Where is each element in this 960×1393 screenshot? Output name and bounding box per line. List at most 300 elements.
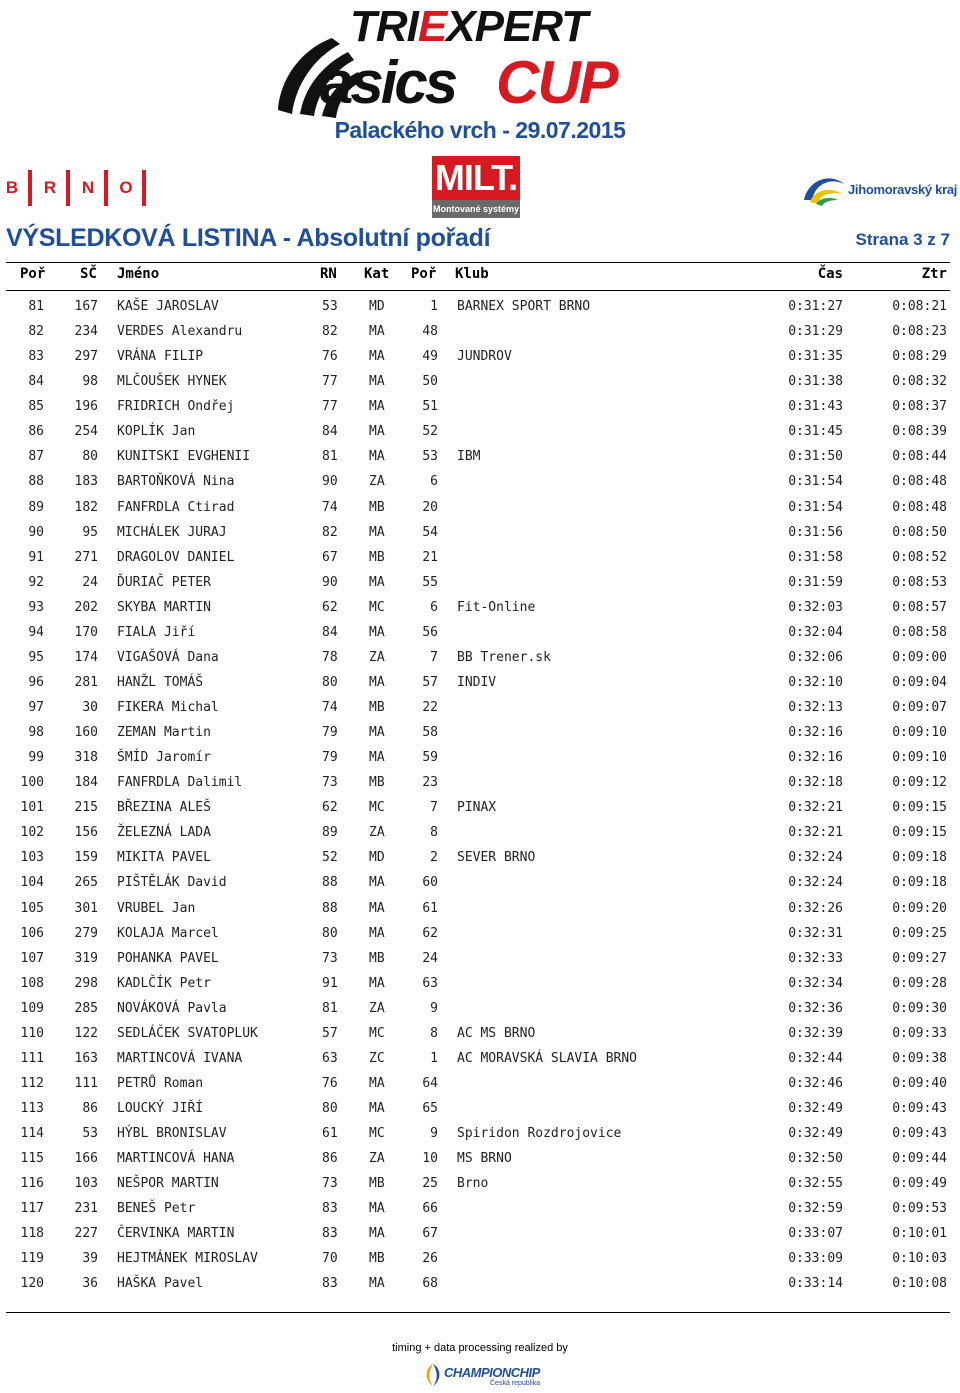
cell-category: MA bbox=[369, 624, 385, 640]
table-row bbox=[0, 346, 960, 371]
cell-gap: 0:09:10 bbox=[892, 750, 947, 766]
cell-category: MA bbox=[369, 900, 385, 916]
cell-bib: 167 bbox=[74, 299, 98, 314]
cell-gap: 0:08:44 bbox=[892, 449, 947, 465]
cell-gap: 0:08:29 bbox=[892, 349, 947, 365]
cell-category-rank: 8 bbox=[430, 1025, 438, 1041]
cell-rank: 98 bbox=[28, 725, 44, 741]
cell-time: 0:32:16 bbox=[788, 750, 843, 766]
cell-time: 0:33:09 bbox=[788, 1251, 843, 1267]
cell-name: HANŽL TOMÁŠ bbox=[117, 674, 204, 690]
col-header-name: Jméno bbox=[117, 266, 160, 282]
cell-name: ĎURIAČ PETER bbox=[117, 574, 211, 590]
cell-rank: 103 bbox=[20, 850, 44, 866]
cell-time: 0:32:24 bbox=[788, 850, 843, 866]
cell-name: KOPLÍK Jan bbox=[117, 424, 196, 440]
cell-time: 0:32:24 bbox=[788, 875, 843, 891]
cell-gap: 0:09:25 bbox=[892, 925, 947, 941]
cell-year: 73 bbox=[322, 950, 338, 966]
table-row bbox=[0, 822, 960, 847]
cell-name: MICHÁLEK JURAJ bbox=[117, 524, 227, 540]
cell-category-rank: 49 bbox=[422, 349, 438, 365]
cell-bib: 174 bbox=[74, 649, 98, 665]
cell-name: HÝBL BRONISLAV bbox=[117, 1126, 227, 1142]
cell-bib: 231 bbox=[74, 1201, 98, 1217]
table-row bbox=[0, 396, 960, 421]
cell-category: MA bbox=[369, 349, 385, 365]
cell-gap: 0:08:32 bbox=[892, 374, 947, 390]
cell-category: MA bbox=[369, 424, 385, 440]
cell-name: KUNITSKI EVGHENII bbox=[117, 449, 251, 465]
cell-club: IBM bbox=[457, 449, 481, 465]
cell-bib: 265 bbox=[74, 875, 98, 891]
cell-time: 0:32:49 bbox=[788, 1126, 843, 1142]
col-header-gap: Ztr bbox=[921, 266, 947, 282]
table-row bbox=[0, 898, 960, 923]
cell-name: ČERVINKA MARTIN bbox=[117, 1226, 235, 1242]
cell-name: MLČOUŠEK HYNEK bbox=[117, 374, 227, 390]
cell-time: 0:31:58 bbox=[788, 549, 843, 565]
cell-year: 67 bbox=[322, 549, 338, 565]
cell-year: 62 bbox=[322, 599, 338, 615]
cell-time: 0:32:16 bbox=[788, 725, 843, 741]
cell-category: MC bbox=[369, 800, 385, 816]
cell-rank: 110 bbox=[20, 1025, 44, 1041]
col-header-category-rank: Poř bbox=[411, 266, 437, 282]
cell-bib: 86 bbox=[82, 1101, 98, 1116]
table-row bbox=[0, 847, 960, 872]
cell-year: 84 bbox=[322, 624, 338, 640]
cell-name: VRUBEL Jan bbox=[117, 900, 196, 916]
divider bbox=[6, 290, 950, 291]
table-row bbox=[0, 1223, 960, 1248]
table-row bbox=[0, 722, 960, 747]
milt-logo bbox=[432, 156, 520, 218]
cell-bib: 184 bbox=[74, 775, 98, 791]
cell-gap: 0:09:00 bbox=[892, 649, 947, 665]
cell-gap: 0:09:43 bbox=[892, 1126, 947, 1142]
cell-club: Brno bbox=[457, 1176, 489, 1192]
cell-category: ZC bbox=[369, 1050, 385, 1066]
cell-category-rank: 53 bbox=[422, 449, 438, 465]
cell-rank: 106 bbox=[20, 925, 44, 941]
table-row bbox=[0, 572, 960, 597]
page-indicator: Strana 3 z 7 bbox=[855, 230, 950, 249]
cell-time: 0:32:26 bbox=[788, 900, 843, 916]
brno-letter: B bbox=[5, 178, 19, 197]
cell-time: 0:32:13 bbox=[788, 700, 843, 715]
cell-name: SEDLÁČEK SVATOPLUK bbox=[117, 1025, 258, 1041]
cell-gap: 0:08:58 bbox=[892, 624, 947, 640]
cell-rank: 82 bbox=[28, 324, 44, 340]
cell-year: 73 bbox=[322, 1176, 338, 1192]
col-header-club: Klub bbox=[455, 266, 489, 282]
table-row bbox=[0, 446, 960, 471]
cell-category-rank: 21 bbox=[422, 549, 438, 565]
cell-year: 80 bbox=[322, 1101, 338, 1116]
cell-category-rank: 23 bbox=[422, 775, 438, 791]
cell-bib: 103 bbox=[74, 1176, 98, 1192]
cell-category-rank: 52 bbox=[422, 424, 438, 440]
cell-year: 79 bbox=[322, 750, 338, 766]
cell-category-rank: 7 bbox=[430, 649, 438, 665]
cell-category-rank: 48 bbox=[422, 324, 438, 340]
cell-time: 0:31:56 bbox=[788, 524, 843, 540]
cell-year: 89 bbox=[322, 825, 338, 841]
cell-year: 76 bbox=[322, 1075, 338, 1091]
cell-gap: 0:08:52 bbox=[892, 549, 947, 565]
cell-rank: 117 bbox=[20, 1201, 44, 1217]
cell-club: AC MORAVSKÁ SLAVIA BRNO bbox=[457, 1050, 638, 1066]
cell-gap: 0:09:15 bbox=[892, 800, 947, 816]
cell-name: VERDES Alexandru bbox=[117, 324, 243, 340]
cell-bib: 183 bbox=[74, 474, 98, 490]
cell-bib: 98 bbox=[82, 374, 98, 390]
cell-bib: 156 bbox=[74, 825, 98, 841]
cell-category: MA bbox=[369, 449, 385, 465]
cell-club: SEVER BRNO bbox=[457, 850, 536, 866]
table-row bbox=[0, 1073, 960, 1098]
cell-time: 0:32:36 bbox=[788, 1000, 843, 1016]
cell-bib: 298 bbox=[74, 975, 98, 991]
cell-category-rank: 66 bbox=[422, 1201, 438, 1217]
milt-subtitle: Montované systémy bbox=[432, 200, 520, 218]
cell-bib: 39 bbox=[82, 1251, 98, 1267]
cell-gap: 0:08:21 bbox=[892, 299, 947, 314]
cell-category: MD bbox=[369, 850, 385, 866]
cell-time: 0:31:59 bbox=[788, 574, 843, 590]
cell-category-rank: 8 bbox=[430, 825, 438, 841]
cell-gap: 0:09:15 bbox=[892, 825, 947, 841]
cell-rank: 104 bbox=[20, 875, 44, 891]
cell-year: 79 bbox=[322, 725, 338, 741]
cell-category: ZA bbox=[369, 1151, 385, 1167]
cell-club: BB Trener.sk bbox=[457, 649, 551, 665]
cell-year: 77 bbox=[322, 374, 338, 390]
cell-rank: 120 bbox=[20, 1276, 44, 1292]
table-row bbox=[0, 1148, 960, 1173]
cell-category: MA bbox=[369, 1101, 385, 1116]
cell-gap: 0:08:23 bbox=[892, 324, 947, 340]
cell-category-rank: 65 bbox=[422, 1101, 438, 1116]
cell-category: MA bbox=[369, 725, 385, 741]
cell-bib: 319 bbox=[74, 950, 98, 966]
table-row bbox=[0, 471, 960, 496]
event-title: Palackého vrch - 29.07.2015 bbox=[334, 117, 626, 143]
cell-bib: 234 bbox=[74, 324, 98, 340]
table-row bbox=[0, 296, 960, 321]
cell-bib: 163 bbox=[74, 1050, 98, 1066]
cell-name: BŘEZINA ALEŠ bbox=[117, 800, 211, 816]
cell-rank: 86 bbox=[28, 424, 44, 440]
cell-gap: 0:08:50 bbox=[892, 524, 947, 540]
cell-name: MARTINCOVÁ IVANA bbox=[117, 1050, 243, 1066]
table-row bbox=[0, 547, 960, 572]
cell-gap: 0:09:43 bbox=[892, 1101, 947, 1116]
cell-name: KOLAJA Marcel bbox=[117, 925, 219, 941]
cell-category: MA bbox=[369, 975, 385, 991]
cell-category-rank: 67 bbox=[422, 1226, 438, 1242]
cell-gap: 0:09:40 bbox=[892, 1075, 947, 1091]
cell-time: 0:32:04 bbox=[788, 624, 843, 640]
cell-category: MC bbox=[369, 1126, 385, 1142]
cell-time: 0:32:18 bbox=[788, 775, 843, 791]
cell-rank: 115 bbox=[20, 1151, 44, 1167]
cell-category-rank: 7 bbox=[430, 800, 438, 816]
cell-gap: 0:09:12 bbox=[892, 775, 947, 791]
table-row bbox=[0, 597, 960, 622]
table-row bbox=[0, 647, 960, 672]
cell-name: FANFRDLA Ctirad bbox=[117, 499, 235, 515]
cell-rank: 95 bbox=[28, 649, 44, 665]
cell-gap: 0:09:04 bbox=[892, 674, 947, 690]
cell-category: ZA bbox=[369, 649, 385, 665]
cell-category-rank: 61 bbox=[422, 900, 438, 916]
table-row bbox=[0, 747, 960, 772]
cell-bib: 159 bbox=[74, 850, 98, 866]
cell-rank: 94 bbox=[28, 624, 44, 640]
cell-bib: 271 bbox=[74, 549, 98, 565]
table-row bbox=[0, 697, 960, 722]
table-row bbox=[0, 672, 960, 697]
cell-time: 0:32:21 bbox=[788, 825, 843, 841]
cell-rank: 91 bbox=[28, 549, 44, 565]
cell-year: 91 bbox=[322, 975, 338, 991]
cell-rank: 93 bbox=[28, 599, 44, 615]
cell-rank: 96 bbox=[28, 674, 44, 690]
cell-year: 53 bbox=[322, 299, 338, 314]
cell-year: 83 bbox=[322, 1276, 338, 1292]
cell-year: 80 bbox=[322, 674, 338, 690]
divider bbox=[6, 1312, 950, 1313]
cell-gap: 0:09:18 bbox=[892, 875, 947, 891]
cell-name: ZEMAN Martin bbox=[117, 725, 211, 741]
cell-bib: 285 bbox=[74, 1000, 98, 1016]
table-row bbox=[0, 797, 960, 822]
cell-bib: 215 bbox=[74, 800, 98, 816]
cell-name: FIALA Jiří bbox=[117, 624, 196, 640]
table-row bbox=[0, 998, 960, 1023]
cell-bib: 182 bbox=[74, 499, 98, 515]
table-row bbox=[0, 522, 960, 547]
cell-category: ZA bbox=[369, 1000, 385, 1016]
cell-bib: 95 bbox=[82, 524, 98, 540]
cell-bib: 279 bbox=[74, 925, 98, 941]
cell-category-rank: 10 bbox=[422, 1151, 438, 1167]
table-row bbox=[0, 622, 960, 647]
table-row bbox=[0, 1173, 960, 1198]
cell-category-rank: 60 bbox=[422, 875, 438, 891]
cell-rank: 116 bbox=[20, 1176, 44, 1192]
cell-year: 90 bbox=[322, 474, 338, 490]
cell-bib: 36 bbox=[82, 1276, 98, 1292]
cell-bib: 318 bbox=[74, 750, 98, 766]
cell-category: MC bbox=[369, 1025, 385, 1041]
cell-year: 77 bbox=[322, 399, 338, 415]
cell-club: PINAX bbox=[457, 800, 497, 816]
cell-name: VIGAŠOVÁ Dana bbox=[117, 649, 219, 665]
col-header-rank: Poř bbox=[20, 266, 46, 282]
cell-bib: 227 bbox=[74, 1226, 98, 1242]
cell-time: 0:31:54 bbox=[788, 499, 843, 515]
cell-name: ŽELEZNÁ LADA bbox=[117, 825, 211, 841]
cell-category-rank: 51 bbox=[422, 399, 438, 415]
footer-note: timing + data processing realized by bbox=[392, 1342, 568, 1354]
kraj-label: Jihomoravský kraj bbox=[848, 182, 958, 197]
cell-time: 0:32:39 bbox=[788, 1025, 843, 1041]
cell-bib: 53 bbox=[82, 1126, 98, 1142]
brno-letter: O bbox=[119, 178, 133, 197]
cell-time: 0:32:59 bbox=[788, 1201, 843, 1217]
cell-rank: 99 bbox=[28, 750, 44, 766]
championchip-sub: Česká republika bbox=[490, 1380, 541, 1387]
cell-category: MC bbox=[369, 599, 385, 615]
logo-asics: asics bbox=[320, 49, 456, 116]
cell-rank: 97 bbox=[28, 700, 44, 715]
cell-name: MARTINCOVÁ HANA bbox=[117, 1151, 235, 1167]
cell-time: 0:32:55 bbox=[788, 1176, 843, 1192]
cell-gap: 0:08:57 bbox=[892, 599, 947, 615]
cell-time: 0:31:50 bbox=[788, 449, 843, 465]
cell-category: MB bbox=[369, 1251, 385, 1267]
cell-category: MA bbox=[369, 1276, 385, 1292]
cell-category-rank: 6 bbox=[430, 474, 438, 490]
table-row bbox=[0, 1198, 960, 1223]
cell-rank: 111 bbox=[20, 1050, 44, 1066]
cell-year: 86 bbox=[322, 1151, 338, 1167]
cell-category-rank: 9 bbox=[430, 1000, 438, 1016]
cell-category: MA bbox=[369, 399, 385, 415]
cell-category: MB bbox=[369, 700, 385, 715]
cell-gap: 0:09:28 bbox=[892, 975, 947, 991]
cell-bib: 202 bbox=[74, 599, 98, 615]
cell-category: MA bbox=[369, 750, 385, 766]
cell-name: HEJTMÁNEK MIROSLAV bbox=[117, 1251, 258, 1267]
cell-gap: 0:08:37 bbox=[892, 399, 947, 415]
cell-category-rank: 56 bbox=[422, 624, 438, 640]
table-row bbox=[0, 1023, 960, 1048]
cell-name: LOUCKÝ JIŘÍ bbox=[117, 1101, 204, 1116]
championchip-emblem-icon bbox=[422, 1362, 444, 1388]
logo-cup: CUP bbox=[496, 49, 617, 116]
cell-category-rank: 62 bbox=[422, 925, 438, 941]
cell-year: 70 bbox=[322, 1251, 338, 1267]
cell-year: 73 bbox=[322, 775, 338, 791]
cell-year: 90 bbox=[322, 574, 338, 590]
cell-bib: 301 bbox=[74, 900, 98, 916]
cell-category: MA bbox=[369, 1201, 385, 1217]
cell-gap: 0:09:30 bbox=[892, 1000, 947, 1016]
brno-letter: R bbox=[43, 178, 57, 197]
table-row bbox=[0, 1248, 960, 1273]
col-header-year: RN bbox=[320, 266, 337, 282]
cell-time: 0:32:46 bbox=[788, 1075, 843, 1091]
cell-rank: 105 bbox=[20, 900, 44, 916]
table-row bbox=[0, 321, 960, 346]
cell-name: KADLČÍK Petr bbox=[117, 975, 211, 991]
cell-gap: 0:10:01 bbox=[892, 1226, 947, 1242]
cell-year: 52 bbox=[322, 850, 338, 866]
cell-category-rank: 57 bbox=[422, 674, 438, 690]
cell-gap: 0:09:18 bbox=[892, 850, 947, 866]
cell-year: 81 bbox=[322, 449, 338, 465]
cell-rank: 87 bbox=[28, 449, 44, 465]
cell-name: HAŠKA Pavel bbox=[117, 1276, 204, 1292]
col-header-time: Čas bbox=[817, 266, 843, 282]
table-row bbox=[0, 1098, 960, 1123]
cell-rank: 114 bbox=[20, 1126, 44, 1142]
cell-name: BENEŠ Petr bbox=[117, 1201, 196, 1217]
table-header bbox=[0, 266, 960, 288]
table-row bbox=[0, 872, 960, 897]
cell-category: MA bbox=[369, 524, 385, 540]
cell-category-rank: 59 bbox=[422, 750, 438, 766]
table-row bbox=[0, 923, 960, 948]
cell-name: POHANKA PAVEL bbox=[117, 950, 219, 966]
cell-time: 0:31:35 bbox=[788, 349, 843, 365]
cell-time: 0:32:31 bbox=[788, 925, 843, 941]
cell-category-rank: 54 bbox=[422, 524, 438, 540]
cell-rank: 108 bbox=[20, 975, 44, 991]
cell-name: PIŠTĚLÁK David bbox=[117, 875, 227, 891]
cell-bib: 24 bbox=[82, 574, 98, 590]
cell-name: FRIDRICH Ondřej bbox=[117, 399, 235, 415]
cell-rank: 90 bbox=[28, 524, 44, 540]
cell-category-rank: 64 bbox=[422, 1075, 438, 1091]
cell-time: 0:32:44 bbox=[788, 1050, 843, 1066]
cell-time: 0:33:14 bbox=[788, 1276, 843, 1292]
page-title: VÝSLEDKOVÁ LISTINA - Absolutní pořadí bbox=[6, 224, 491, 252]
milt-brand: MILT. bbox=[432, 156, 520, 200]
cell-year: 84 bbox=[322, 424, 338, 440]
cell-category-rank: 6 bbox=[430, 599, 438, 615]
cell-club: BARNEX SPORT BRNO bbox=[457, 299, 591, 314]
cell-name: PETRŮ Roman bbox=[117, 1075, 204, 1091]
championchip-brand: CHAMPIONCHIP bbox=[444, 1365, 540, 1380]
cell-gap: 0:10:08 bbox=[892, 1276, 947, 1292]
cell-year: 63 bbox=[322, 1050, 338, 1066]
cell-gap: 0:09:44 bbox=[892, 1151, 947, 1167]
event-logo bbox=[268, 2, 688, 118]
cell-bib: 111 bbox=[74, 1075, 98, 1091]
cell-time: 0:32:03 bbox=[788, 599, 843, 615]
table-row bbox=[0, 1273, 960, 1298]
logo-triexpert: TRIEXPERT bbox=[350, 2, 588, 51]
cell-rank: 109 bbox=[20, 1000, 44, 1016]
cell-rank: 92 bbox=[28, 574, 44, 590]
cell-year: 83 bbox=[322, 1226, 338, 1242]
table-row bbox=[0, 948, 960, 973]
cell-category-rank: 20 bbox=[422, 499, 438, 515]
table-row bbox=[0, 1048, 960, 1073]
cell-gap: 0:09:10 bbox=[892, 725, 947, 741]
divider bbox=[6, 262, 950, 263]
cell-rank: 102 bbox=[20, 825, 44, 841]
cell-name: MIKITA PAVEL bbox=[117, 850, 211, 866]
cell-category-rank: 22 bbox=[422, 700, 438, 715]
cell-year: 62 bbox=[322, 800, 338, 816]
cell-name: NOVÁKOVÁ Pavla bbox=[117, 1000, 227, 1016]
brno-letter: N bbox=[81, 178, 95, 197]
cell-category-rank: 58 bbox=[422, 725, 438, 741]
cell-time: 0:31:43 bbox=[788, 399, 843, 415]
cell-gap: 0:08:48 bbox=[892, 499, 947, 515]
cell-gap: 0:09:53 bbox=[892, 1201, 947, 1217]
cell-category: MB bbox=[369, 950, 385, 966]
cell-club: JUNDROV bbox=[457, 349, 512, 365]
cell-time: 0:31:38 bbox=[788, 374, 843, 390]
results-table bbox=[0, 296, 960, 1299]
